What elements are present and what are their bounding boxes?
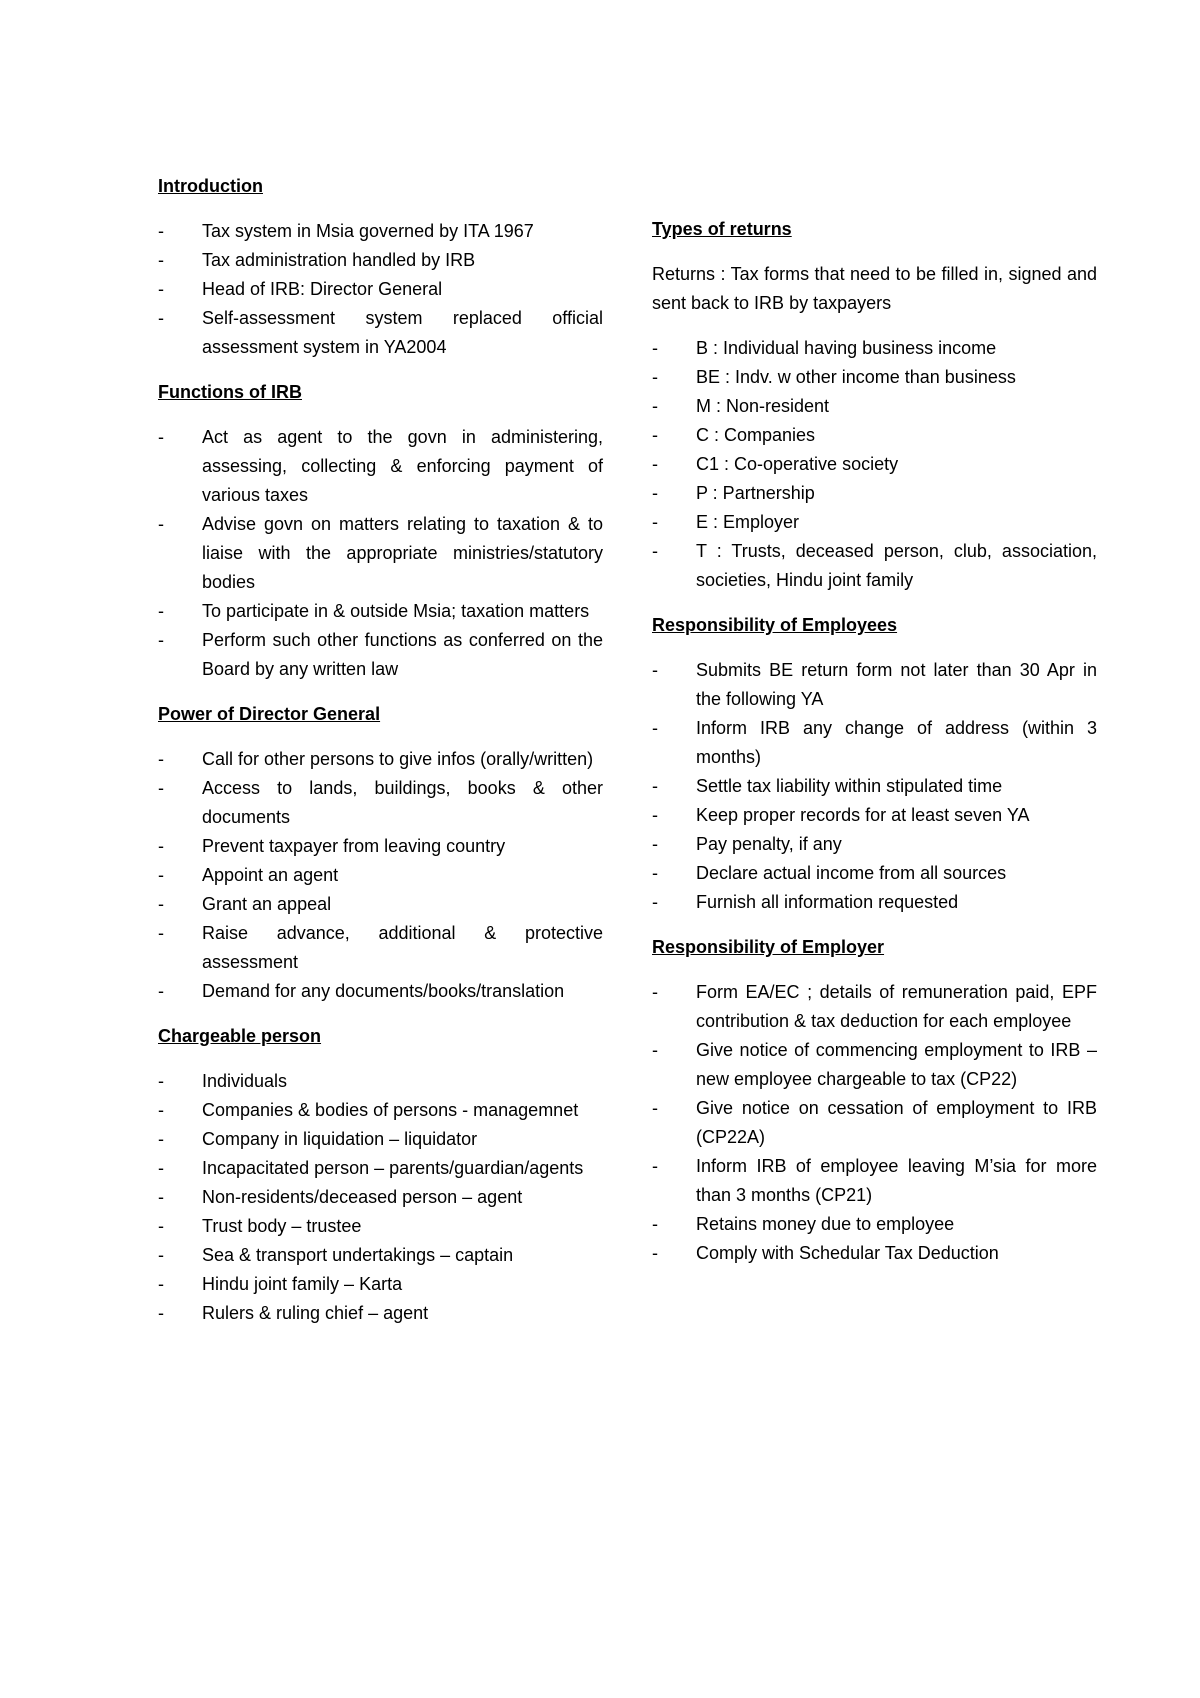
power-list: [158, 745, 603, 1006]
list-item: [158, 1241, 603, 1270]
dash-bullet: -: [158, 1245, 164, 1265]
list-item-text: Advise govn on matters relating to taxation & to liaise with the appropriate ministries/statutory bodies: [202, 514, 603, 592]
functions-list: [158, 423, 603, 684]
list-item-text: Non-residents/deceased person – agent: [202, 1187, 523, 1207]
dash-bullet: -: [158, 630, 164, 650]
returns-description: Returns : Tax forms that need to be filled in, signed and sent back to IRB by taxpayers: [652, 264, 1097, 313]
list-item: [158, 890, 603, 919]
list-item: [158, 510, 603, 597]
list-item: [652, 392, 1097, 421]
section-title-employees: Responsibility of Employees: [652, 615, 898, 635]
dash-bullet: -: [158, 836, 164, 856]
list-item-text: M : Non-resident: [696, 396, 830, 416]
section-title-returns: Types of returns: [652, 219, 792, 239]
list-item: [158, 832, 603, 861]
list-item-text: P : Partnership: [696, 483, 815, 503]
list-item-text: Act as agent to the govn in administering, assessing, collecting & enforcing payment of various taxes: [202, 427, 603, 505]
dash-bullet: -: [158, 1303, 164, 1323]
dash-bullet: -: [652, 1243, 658, 1263]
dash-bullet: -: [652, 863, 658, 883]
list-item-text: Self-assessment system replaced official assessment system in YA2004: [202, 308, 603, 357]
list-item-text: Incapacitated person – parents/guardian/agents: [202, 1158, 584, 1178]
list-item-text: Declare actual income from all sources: [696, 863, 1007, 883]
list-item-text: Keep proper records for at least seven YA: [696, 805, 1030, 825]
dash-bullet: -: [158, 1129, 164, 1149]
list-item: [652, 1210, 1097, 1239]
list-item-text: Submits BE return form not later than 30 Apr in the following YA: [696, 660, 1097, 709]
dash-bullet: -: [652, 982, 658, 1002]
dash-bullet: -: [158, 865, 164, 885]
list-item: [158, 774, 603, 832]
list-item: [158, 304, 603, 362]
dash-bullet: -: [158, 601, 164, 621]
left-column: [158, 172, 603, 1344]
dash-bullet: -: [652, 776, 658, 796]
list-item-text: Inform IRB any change of address (within 3 months): [696, 718, 1097, 767]
list-item-text: Call for other persons to give infos (orally/written): [202, 749, 594, 769]
list-item-text: Give notice on cessation of employment to IRB (CP22A): [696, 1098, 1097, 1147]
list-item: [652, 772, 1097, 801]
list-item: [158, 597, 603, 626]
dash-bullet: -: [652, 483, 658, 503]
list-item: [652, 363, 1097, 392]
list-item-text: Give notice of commencing employment to IRB – new employee chargeable to tax (CP22): [696, 1040, 1097, 1089]
list-item: [158, 1154, 603, 1183]
list-item: [158, 1096, 603, 1125]
list-item-text: B : Individual having business income: [696, 338, 997, 358]
dash-bullet: -: [652, 338, 658, 358]
list-item: [652, 714, 1097, 772]
dash-bullet: -: [158, 1100, 164, 1120]
list-item-text: Perform such other functions as conferred on the Board by any written law: [202, 630, 603, 679]
list-item-text: Sea & transport undertakings – captain: [202, 1245, 514, 1265]
list-item-text: Retains money due to employee: [696, 1214, 955, 1234]
list-item: [652, 830, 1097, 859]
section-title-employer: Responsibility of Employer: [652, 937, 885, 957]
list-item: [652, 421, 1097, 450]
list-item-text: Pay penalty, if any: [696, 834, 842, 854]
right-column: [652, 215, 1097, 1284]
list-item: [158, 217, 603, 246]
list-item-text: Individuals: [202, 1071, 288, 1091]
dash-bullet: -: [652, 367, 658, 387]
list-item: [158, 1270, 603, 1299]
list-item: [158, 1183, 603, 1212]
dash-bullet: -: [158, 427, 164, 447]
list-item: [158, 423, 603, 510]
dash-bullet: -: [652, 834, 658, 854]
list-item: [652, 888, 1097, 917]
employees-list: [652, 656, 1097, 917]
list-item: [158, 977, 603, 1006]
dash-bullet: -: [652, 892, 658, 912]
dash-bullet: -: [158, 778, 164, 798]
list-item: [652, 801, 1097, 830]
list-item-text: Furnish all information requested: [696, 892, 959, 912]
list-item-text: Grant an appeal: [202, 894, 332, 914]
dash-bullet: -: [158, 279, 164, 299]
dash-bullet: -: [652, 718, 658, 738]
list-item: [652, 978, 1097, 1036]
list-item: [158, 626, 603, 684]
list-item-text: Access to lands, buildings, books & other documents: [202, 778, 603, 827]
section-title-power: Power of Director General: [158, 704, 381, 724]
dash-bullet: -: [158, 923, 164, 943]
list-item: [652, 1152, 1097, 1210]
list-item-text: Inform IRB of employee leaving M’sia for more than 3 months (CP21): [696, 1156, 1097, 1205]
dash-bullet: -: [158, 250, 164, 270]
dash-bullet: -: [652, 1040, 658, 1060]
introduction-list: [158, 217, 603, 362]
list-item: [652, 656, 1097, 714]
list-item-text: Settle tax liability within stipulated time: [696, 776, 1003, 796]
list-item: [158, 1125, 603, 1154]
section-title-functions: Functions of IRB: [158, 382, 302, 402]
section-title-chargeable: Chargeable person: [158, 1026, 322, 1046]
list-item: [158, 246, 603, 275]
dash-bullet: -: [158, 514, 164, 534]
list-item: [158, 919, 603, 977]
dash-bullet: -: [158, 1216, 164, 1236]
dash-bullet: -: [652, 805, 658, 825]
list-item-text: Form EA/EC ; details of remuneration paid, EPF contribution & tax deduction for each employee: [696, 982, 1097, 1031]
list-item: [652, 1094, 1097, 1152]
list-item-text: Appoint an agent: [202, 865, 339, 885]
list-item-text: C1 : Co-operative society: [696, 454, 899, 474]
dash-bullet: -: [158, 1071, 164, 1091]
list-item: [158, 1067, 603, 1096]
list-item: [158, 1212, 603, 1241]
dash-bullet: -: [158, 749, 164, 769]
returns-list: [652, 334, 1097, 595]
list-item: [652, 479, 1097, 508]
list-item-text: Demand for any documents/books/translation: [202, 981, 565, 1001]
list-item: [652, 334, 1097, 363]
list-item-text: Tax system in Msia governed by ITA 1967: [202, 221, 534, 241]
list-item: [652, 1036, 1097, 1094]
dash-bullet: -: [652, 454, 658, 474]
list-item-text: T : Trusts, deceased person, club, association, societies, Hindu joint family: [696, 541, 1097, 590]
list-item: [652, 1239, 1097, 1268]
list-item-text: Tax administration handled by IRB: [202, 250, 476, 270]
list-item: [652, 537, 1097, 595]
list-item-text: Rulers & ruling chief – agent: [202, 1303, 429, 1323]
list-item: [652, 450, 1097, 479]
dash-bullet: -: [652, 660, 658, 680]
list-item: [158, 275, 603, 304]
dash-bullet: -: [652, 425, 658, 445]
list-item: [652, 508, 1097, 537]
list-item: [158, 1299, 603, 1328]
dash-bullet: -: [158, 308, 164, 328]
list-item: [158, 745, 603, 774]
dash-bullet: -: [158, 1187, 164, 1207]
list-item-text: Hindu joint family – Karta: [202, 1274, 403, 1294]
list-item: [158, 861, 603, 890]
dash-bullet: -: [158, 1158, 164, 1178]
dash-bullet: -: [652, 1156, 658, 1176]
list-item-text: Head of IRB: Director General: [202, 279, 443, 299]
dash-bullet: -: [158, 981, 164, 1001]
dash-bullet: -: [652, 541, 658, 561]
dash-bullet: -: [652, 1214, 658, 1234]
section-title-introduction: Introduction: [158, 176, 263, 196]
dash-bullet: -: [158, 1274, 164, 1294]
list-item-text: Company in liquidation – liquidator: [202, 1129, 478, 1149]
dash-bullet: -: [158, 894, 164, 914]
list-item-text: Comply with Schedular Tax Deduction: [696, 1243, 999, 1263]
dash-bullet: -: [652, 512, 658, 532]
list-item-text: E : Employer: [696, 512, 800, 532]
employer-list: [652, 978, 1097, 1268]
list-item-text: Trust body – trustee: [202, 1216, 362, 1236]
list-item-text: Companies & bodies of persons - managemnet: [202, 1100, 579, 1120]
dash-bullet: -: [158, 221, 164, 241]
dash-bullet: -: [652, 396, 658, 416]
list-item-text: Raise advance, additional & protective assessment: [202, 923, 603, 972]
list-item: [652, 859, 1097, 888]
dash-bullet: -: [652, 1098, 658, 1118]
list-item-text: Prevent taxpayer from leaving country: [202, 836, 506, 856]
list-item-text: To participate in & outside Msia; taxation matters: [202, 601, 590, 621]
list-item-text: C : Companies: [696, 425, 816, 445]
list-item-text: BE : Indv. w other income than business: [696, 367, 1016, 387]
chargeable-list: [158, 1067, 603, 1328]
